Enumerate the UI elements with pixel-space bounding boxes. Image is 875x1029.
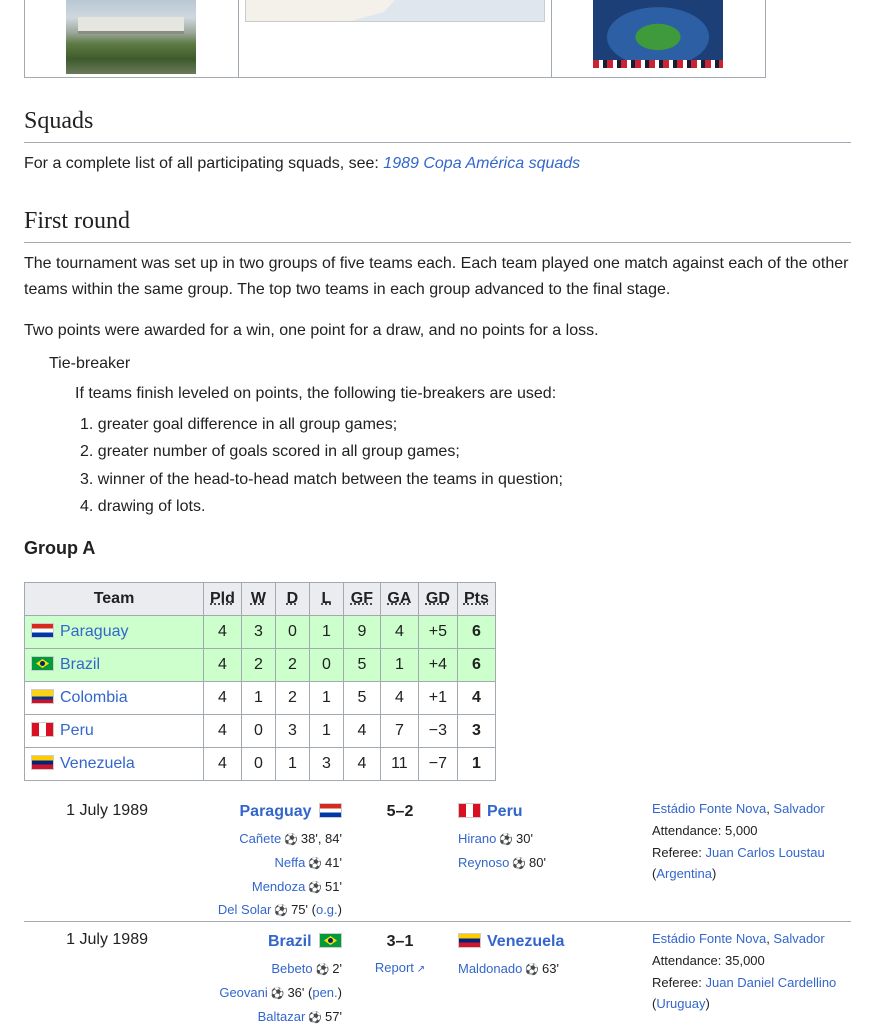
tiebreaker-rule: 3. winner of the head-to-head match between the teams in question; [80,470,563,488]
gf-cell: 4 [343,715,380,748]
goal-entry [184,1006,342,1029]
away-goals [458,828,638,876]
goal-entry [458,852,638,876]
team-cell [25,748,204,781]
attendance: Attendance: 5,000 [652,822,758,838]
soccer-ball-icon: ⚽ [308,881,323,894]
peru-flag-icon [458,803,481,818]
goal-entry [184,982,342,1006]
d-cell: 2 [275,682,309,715]
home-goals [184,958,342,1029]
scorer-link[interactable]: Cañete [239,831,282,846]
match-date: 1 July 1989 [66,802,148,819]
goal-note-close: ) [337,984,342,1000]
col-header-l: L [309,583,343,616]
referee-country-line: (Argentina) [652,866,717,882]
home-goals [184,828,342,923]
goal-time: 80' [529,854,546,870]
scorer-link[interactable]: Maldonado [458,961,523,976]
away-goals [458,958,638,982]
group-a-standings-table [24,582,496,781]
brazil-flag-icon [319,933,342,948]
home-team-link[interactable]: Brazil [267,933,312,950]
col-header-w: W [241,583,275,616]
goal-time: 36' ( [287,984,313,1000]
report-link[interactable]: Report [374,960,414,975]
match-box [24,931,851,1024]
external-link-icon: ↗ [413,964,426,975]
table-row [25,682,496,715]
peru-flag-icon [31,722,54,737]
paraguay-flag-icon [31,623,54,638]
match-venue [652,928,852,1015]
d-cell: 3 [275,715,309,748]
col-header-pts: Pts [457,583,495,616]
w-cell: 0 [241,748,275,781]
gd-cell: +1 [418,682,457,715]
team-cell [25,682,204,715]
gf-cell: 9 [343,616,380,649]
tiebreaker-rule: 1. greater goal difference in all group games; [80,416,398,433]
referee-link[interactable]: Juan Carlos Loustau [705,844,825,860]
pld-cell: 4 [204,682,242,715]
soccer-ball-icon: ⚽ [308,1011,323,1024]
own-goal-link[interactable]: o.g. [315,902,338,918]
match-score: 5–2 [386,803,414,820]
team-link[interactable]: Brazil [60,656,101,673]
gd-cell: −3 [418,715,457,748]
col-header-pld: Pld [204,583,242,616]
l-cell: 0 [309,649,343,682]
scorer-link[interactable]: Hirano [458,831,497,846]
stadium-photo[interactable] [593,0,723,68]
referee-country-line: (Uruguay) [652,996,710,1012]
squads-paragraph [24,151,851,177]
section-heading-first-round: First round [24,207,851,243]
referee-line [652,972,852,994]
goal-entry [184,828,342,852]
team-cell [25,649,204,682]
goal-entry [458,958,638,982]
team-link[interactable]: Colombia [60,689,128,706]
team-cell [25,616,204,649]
tiebreaker-rules [80,414,563,523]
scorer-link[interactable]: Geovani [219,984,268,1000]
match-divider [24,921,851,922]
soccer-ball-icon: ⚽ [315,964,330,976]
paraguay-flag-icon [319,803,342,818]
home-team [184,933,342,951]
goal-time: 63' [542,961,559,976]
group-a-heading: Group A [24,538,96,558]
team-link[interactable]: Venezuela [60,755,135,772]
soccer-ball-icon: ⚽ [274,905,289,918]
col-header-gf: GF [343,583,380,616]
pts-cell: 6 [457,616,495,649]
gd-cell: +4 [418,649,457,682]
away-team-link[interactable]: Peru [487,803,523,820]
scorer-link[interactable]: Baltazar [257,1008,306,1024]
points-paragraph: Two points were awarded for a win, one point for a draw, and no points for a loss. [24,322,599,339]
l-cell: 1 [309,682,343,715]
l-cell: 1 [309,616,343,649]
tiebreaker-label: Tie-breaker [49,355,131,372]
goal-entry [184,958,342,982]
goal-time: 30' [516,831,533,846]
pts-cell: 3 [457,715,495,748]
city-link[interactable]: Salvador [773,801,825,816]
gd-cell: +5 [418,616,457,649]
w-cell: 3 [241,616,275,649]
referee-country-link[interactable]: Argentina [656,866,712,882]
pld-cell: 4 [204,616,242,649]
referee-label: Referee: [652,974,706,990]
location-map[interactable] [245,0,545,22]
soccer-ball-icon: ⚽ [512,857,527,870]
stadium-image-table [24,0,766,78]
tiebreaker-list [49,355,130,373]
first-round-paragraph: The tournament was set up in two groups of five teams each. Each team played one match against each of the other teams within the same group. The top two teams in each group advanced to the final stage. [24,255,849,298]
goal-time: 57' [325,1008,342,1024]
pts-cell: 1 [457,748,495,781]
pld-cell: 4 [204,715,242,748]
stadium-line: Estádio Fonte Nova, Salvador [652,931,825,946]
home-team [184,803,342,821]
stadium-link[interactable]: Estádio Fonte Nova [652,801,767,816]
soccer-ball-icon: ⚽ [525,964,540,976]
venezuela-flag-icon [31,755,54,770]
gf-cell: 5 [343,682,380,715]
squads-link[interactable]: 1989 Copa América squads [383,155,581,172]
tiebreaker-intro: If teams finish leveled on points, the following tie-breakers are used: [75,385,557,402]
image-cell [25,0,239,78]
match-score: 3–1 [386,933,414,950]
team-link[interactable]: Peru [60,722,94,739]
referee-line [652,842,852,864]
table-row [25,649,496,682]
l-cell: 1 [309,715,343,748]
w-cell: 0 [241,715,275,748]
scorer-link[interactable]: Bebeto [271,961,313,976]
d-cell: 2 [275,649,309,682]
referee-country-link[interactable]: Uruguay [656,996,706,1012]
table-row [25,616,496,649]
goal-entry [184,852,342,876]
pts-cell: 6 [457,649,495,682]
ga-cell: 1 [380,649,418,682]
goal-entry [458,828,638,852]
d-cell: 1 [275,748,309,781]
image-cell [552,0,766,78]
goal-entry [184,876,342,900]
soccer-ball-icon: ⚽ [308,857,323,870]
city-link[interactable]: Salvador [773,931,825,946]
away-team-link[interactable]: Venezuela [487,933,565,950]
section-heading-squads: Squads [24,107,851,143]
away-team [458,933,638,951]
ga-cell: 4 [380,682,418,715]
soccer-ball-icon: ⚽ [284,834,298,846]
l-cell: 3 [309,748,343,781]
venezuela-flag-icon [458,933,481,948]
stadium-line: Estádio Fonte Nova, Salvador [652,801,825,816]
ga-cell: 7 [380,715,418,748]
pld-cell: 4 [204,748,242,781]
goal-time: 2' [332,961,342,976]
soccer-ball-icon: ⚽ [270,987,285,1000]
away-team [458,803,638,821]
penalty-link[interactable]: pen. [312,984,338,1000]
d-cell: 0 [275,616,309,649]
ga-cell: 11 [380,748,418,781]
team-cell [25,715,204,748]
col-header-ga: GA [380,583,418,616]
pts-cell: 4 [457,682,495,715]
scorer-link[interactable]: Mendoza [251,878,306,894]
w-cell: 1 [241,682,275,715]
soccer-ball-icon: ⚽ [499,834,513,846]
home-team-link[interactable]: Paraguay [239,803,312,820]
colombia-flag-icon [31,689,54,704]
stadium-link[interactable]: Estádio Fonte Nova [652,931,767,946]
scorer-link[interactable]: Neffa [274,854,306,870]
goal-time: 75' ( [291,902,316,918]
tiebreaker-rule: 2. greater number of goals scored in all group games; [80,443,460,461]
gd-cell: −7 [418,748,457,781]
gf-cell: 5 [343,649,380,682]
table-row [25,715,496,748]
w-cell: 2 [241,649,275,682]
col-header-gd: GD [418,583,457,616]
team-link[interactable]: Paraguay [60,623,129,640]
goal-entry [184,899,342,923]
scorer-link[interactable]: Del Solar [217,902,272,918]
map-cell [238,0,552,78]
col-header-d: D [275,583,309,616]
stadium-photo[interactable] [66,0,196,74]
pld-cell: 4 [204,649,242,682]
scorer-link[interactable]: Reynoso [458,854,510,870]
ga-cell: 4 [380,616,418,649]
goal-note-close: ) [337,902,342,918]
referee-label: Referee: [652,844,706,860]
col-header-team: Team [25,583,204,616]
squads-text: For a complete list of all participating squads, see: [24,155,384,172]
goal-time: 38', 84' [300,831,342,846]
brazil-flag-icon [31,656,54,671]
match-box [24,802,851,918]
attendance: Attendance: 35,000 [652,952,765,968]
tiebreaker-rule: 4. drawing of lots. [80,497,206,515]
referee-link[interactable]: Juan Daniel Cardellino [705,974,837,990]
gf-cell: 4 [343,748,380,781]
table-row [25,748,496,781]
goal-time: 51' [325,878,342,894]
goal-time: 41' [325,854,342,870]
report-link-wrap [364,960,436,975]
match-date: 1 July 1989 [66,931,148,948]
match-venue [652,798,852,885]
